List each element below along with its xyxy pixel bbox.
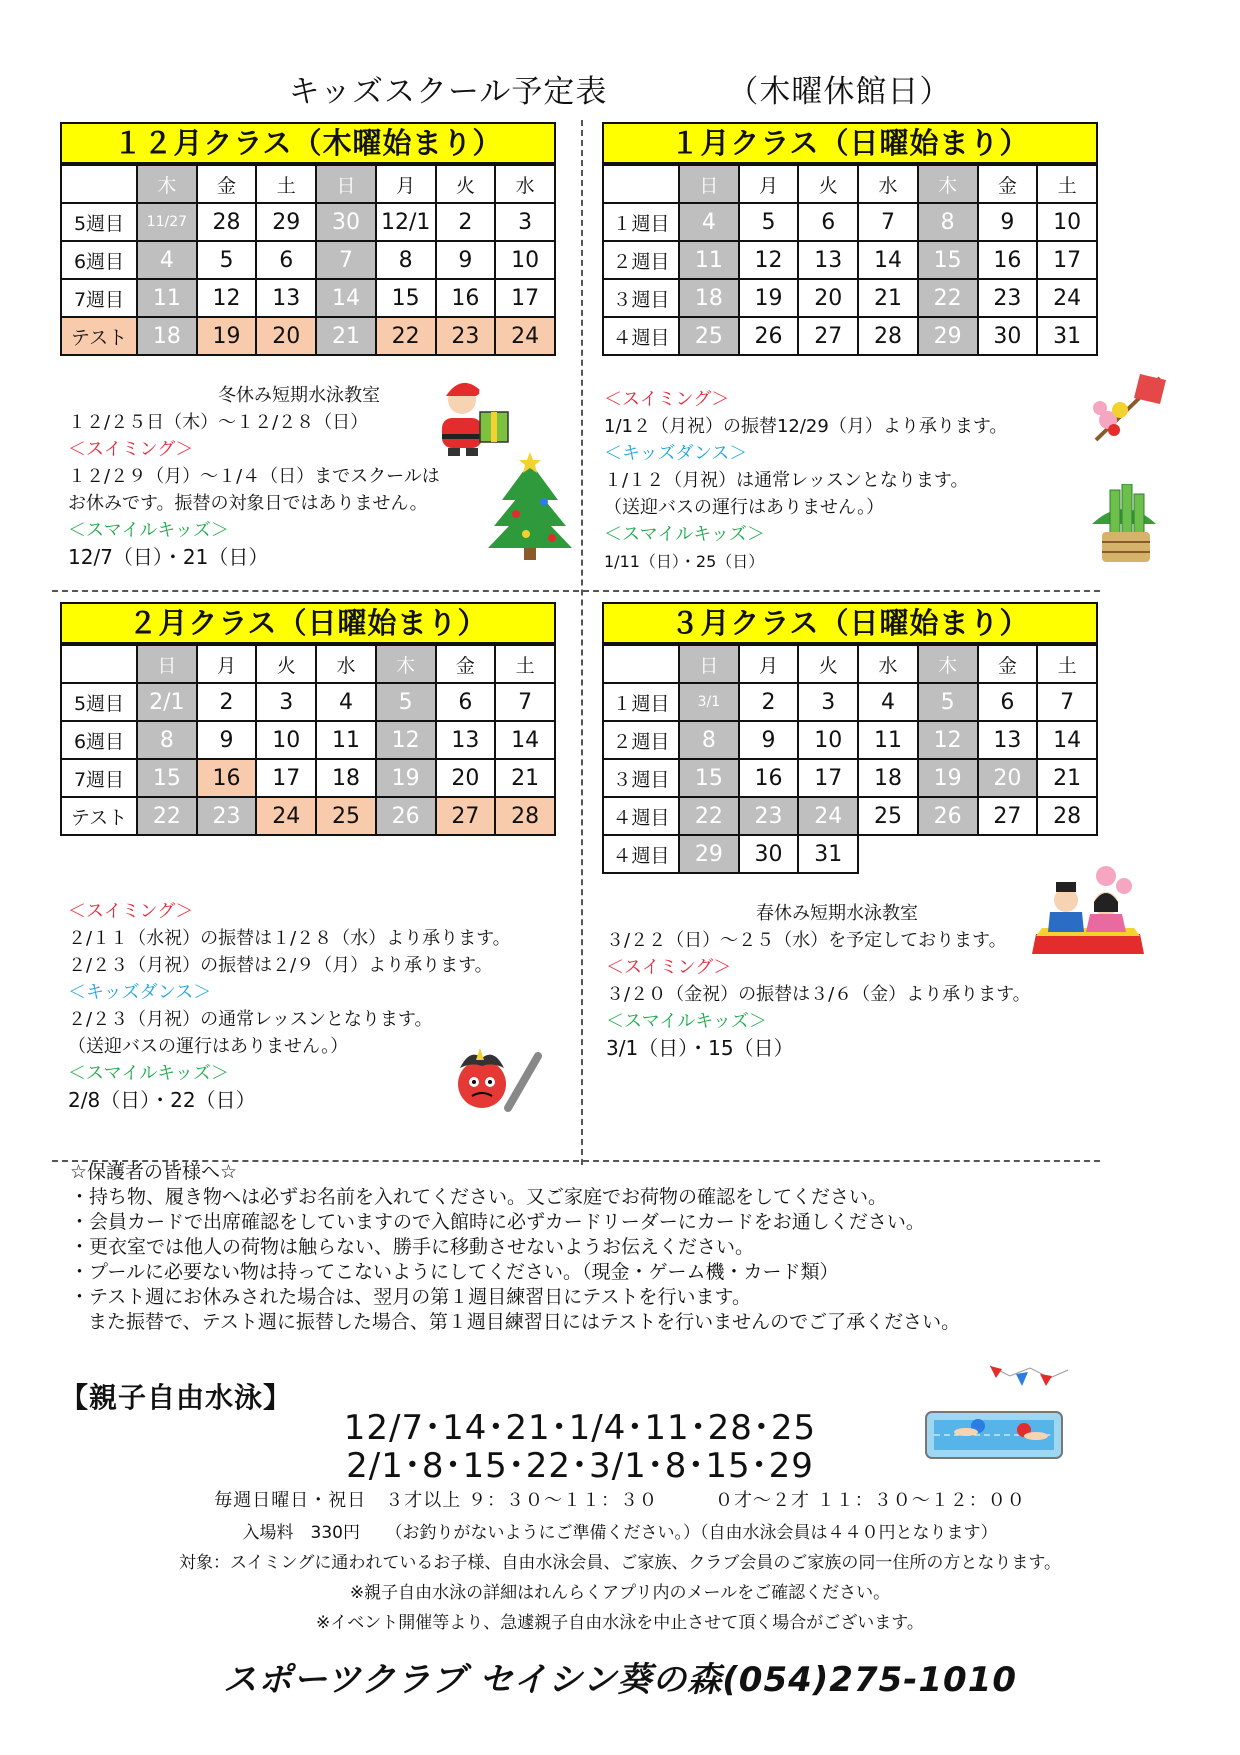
- notes-march: [606, 900, 1031, 1062]
- date-cell: 8: [376, 241, 436, 279]
- date-cell: 5: [376, 683, 436, 721]
- notice-line: また振替で、テスト週に振替した場合、第１週目練習日にはテストを行いませんのでご了承ください。: [88, 1311, 961, 1333]
- date-cell: 23: [739, 797, 799, 835]
- week-label: ４週目: [603, 797, 679, 835]
- day-header: 木: [137, 165, 197, 203]
- day-header: 金: [978, 165, 1038, 203]
- swimming-note-line: ３/２０（金祝）の振替は３/６（金）より承ります。: [606, 984, 1031, 1005]
- date-cell: 24: [495, 317, 555, 355]
- date-cell: 16: [436, 279, 496, 317]
- date-cell: 31: [798, 835, 858, 873]
- week-label: ２週目: [603, 721, 679, 759]
- date-cell: 2: [739, 683, 799, 721]
- date-cell: 29: [918, 317, 978, 355]
- date-cell: 4: [137, 241, 197, 279]
- day-header: 水: [858, 645, 918, 683]
- week-label: 7週目: [61, 279, 137, 317]
- free-swim-dates: 12/7･14･21･1/4･11･28･25: [343, 1408, 817, 1448]
- date-cell: 23: [197, 797, 257, 835]
- date-cell: 8: [918, 203, 978, 241]
- date-cell: 27: [436, 797, 496, 835]
- swimming-note-line: ２/１１（水祝）の振替は１/２８（水）より承ります。: [68, 928, 511, 949]
- day-header: 土: [256, 165, 316, 203]
- day-header: 水: [316, 645, 376, 683]
- kids-dance-note-line: ２/２３（月祝）の通常レッスンとなります。: [68, 1009, 433, 1030]
- calendar-march: [602, 602, 1098, 874]
- calendar-january: [602, 122, 1098, 356]
- day-header: 土: [1037, 645, 1097, 683]
- date-cell: 3/1: [679, 683, 739, 721]
- date-cell: 2/1: [137, 683, 197, 721]
- day-header: 水: [858, 165, 918, 203]
- date-cell: 6: [798, 203, 858, 241]
- date-cell: 7: [858, 203, 918, 241]
- kids-dance-heading: ＜キッズダンス＞: [68, 982, 212, 1003]
- swimming-note-line: ２/２３（月祝）の振替は２/９（月）より承ります。: [68, 955, 493, 976]
- week-label: １週目: [603, 203, 679, 241]
- week-label: テスト: [61, 317, 137, 355]
- calendar-grid: [602, 164, 1098, 356]
- kids-dance-note-line: １/１２（月祝）は通常レッスンとなります。: [604, 470, 969, 491]
- date-cell: 4: [858, 683, 918, 721]
- date-cell: 12: [197, 279, 257, 317]
- spring-course-title: 春休み短期水泳教室: [756, 903, 918, 924]
- week-label: ３週目: [603, 279, 679, 317]
- corner-cell: [603, 645, 679, 683]
- kids-dance-note-line: （送迎バスの運行はありません。）: [604, 497, 885, 518]
- horizontal-divider-middle: [52, 590, 1100, 592]
- free-swim-note: ※イベント開催等より、急遽親子自由水泳を中止させて頂く場合がございます。: [316, 1613, 924, 1633]
- day-header: 土: [495, 645, 555, 683]
- date-cell: 21: [316, 317, 376, 355]
- calendar-grid: [60, 164, 556, 356]
- day-header: 火: [436, 165, 496, 203]
- date-cell: 24: [798, 797, 858, 835]
- date-cell: 23: [436, 317, 496, 355]
- smile-kids-heading: ＜スマイルキッズ＞: [606, 1011, 767, 1032]
- day-header: 木: [918, 165, 978, 203]
- date-cell: 9: [436, 241, 496, 279]
- kadomatsu-icon: [1084, 484, 1164, 564]
- week-label: ４週目: [603, 835, 679, 873]
- christmas-tree-icon: [486, 452, 574, 560]
- date-cell: 9: [739, 721, 799, 759]
- date-cell: 6: [978, 683, 1038, 721]
- date-cell: 12: [376, 721, 436, 759]
- day-header: 月: [739, 645, 799, 683]
- calendar-grid: [60, 644, 556, 836]
- date-cell: 22: [679, 797, 739, 835]
- smile-kids-heading: ＜スマイルキッズ＞: [604, 524, 765, 545]
- week-label: 7週目: [61, 759, 137, 797]
- date-cell: 10: [1037, 203, 1097, 241]
- day-header: 日: [679, 645, 739, 683]
- smile-kids-dates: 2/8（日）・22（日）: [68, 1088, 256, 1112]
- day-header: 土: [1037, 165, 1097, 203]
- date-cell: 22: [376, 317, 436, 355]
- date-cell: 24: [1037, 279, 1097, 317]
- swimming-note-line: 1/1２（月祝）の振替12/29（月）より承ります。: [604, 416, 1008, 437]
- date-cell: 18: [679, 279, 739, 317]
- date-cell: 13: [798, 241, 858, 279]
- day-header: 火: [798, 645, 858, 683]
- date-cell: 20: [256, 317, 316, 355]
- empty-cell: [918, 835, 978, 873]
- notes-january: [604, 386, 1007, 575]
- date-cell: 17: [1037, 241, 1097, 279]
- week-label: 6週目: [61, 241, 137, 279]
- date-cell: 8: [137, 721, 197, 759]
- date-cell: 31: [1037, 317, 1097, 355]
- calendar-heading: １月クラス（日曜始まり）: [602, 122, 1098, 164]
- date-cell: 27: [978, 797, 1038, 835]
- calendar-february: [60, 602, 556, 836]
- calendar-december: [60, 122, 556, 356]
- empty-cell: [858, 835, 918, 873]
- week-label: １週目: [603, 683, 679, 721]
- smile-kids-dates: 12/7（日）・21（日）: [68, 545, 269, 569]
- date-cell: 11: [137, 279, 197, 317]
- title-main: キッズスクール予定表: [288, 74, 608, 110]
- date-cell: 22: [918, 279, 978, 317]
- smile-kids-dates: 3/1（日）・15（日）: [606, 1036, 794, 1060]
- date-cell: 12: [739, 241, 799, 279]
- day-header: 日: [316, 165, 376, 203]
- date-cell: 21: [1037, 759, 1097, 797]
- date-cell: 18: [858, 759, 918, 797]
- date-cell: 15: [376, 279, 436, 317]
- swimming-heading: ＜スイミング＞: [68, 901, 194, 922]
- date-cell: 14: [1037, 721, 1097, 759]
- date-cell: 12/1: [376, 203, 436, 241]
- free-swim-fee: 入場料 330円 （お釣りがないようにご準備ください。）（自由水泳会員は４４０円となります）: [242, 1523, 998, 1543]
- day-header: 火: [256, 645, 316, 683]
- date-cell: 26: [376, 797, 436, 835]
- date-cell: 11/27: [137, 203, 197, 241]
- date-cell: 3: [256, 683, 316, 721]
- notice-line: ・持ち物、履き物へは必ずお名前を入れてください。又ご家庭でお荷物の確認をしてください。: [70, 1186, 888, 1208]
- day-header: 木: [376, 645, 436, 683]
- date-cell: 29: [256, 203, 316, 241]
- date-cell: 16: [197, 759, 257, 797]
- date-cell: 9: [197, 721, 257, 759]
- date-cell: 28: [858, 317, 918, 355]
- date-cell: 14: [858, 241, 918, 279]
- date-cell: 21: [495, 759, 555, 797]
- date-cell: 17: [798, 759, 858, 797]
- date-cell: 17: [495, 279, 555, 317]
- corner-cell: [603, 165, 679, 203]
- date-cell: 30: [978, 317, 1038, 355]
- date-cell: 25: [858, 797, 918, 835]
- date-cell: 5: [197, 241, 257, 279]
- date-cell: 21: [858, 279, 918, 317]
- week-label: ３週目: [603, 759, 679, 797]
- date-cell: 13: [256, 279, 316, 317]
- day-header: 火: [798, 165, 858, 203]
- date-cell: 6: [256, 241, 316, 279]
- week-label: 6週目: [61, 721, 137, 759]
- notice-line: ・プールに必要ない物は持ってこないようにしてください。（現金・ゲーム機・カード類）: [70, 1261, 839, 1283]
- day-header: 日: [679, 165, 739, 203]
- date-cell: 15: [679, 759, 739, 797]
- date-cell: 28: [197, 203, 257, 241]
- date-cell: 26: [739, 317, 799, 355]
- week-label: 5週目: [61, 203, 137, 241]
- day-header: 日: [137, 645, 197, 683]
- free-swim-time: 毎週日曜日・祝日 ３才以上 ９：３０～１１：３０ ０才～２才 １１：３０～１２：００: [214, 1490, 1026, 1511]
- date-cell: 13: [978, 721, 1038, 759]
- date-cell: 19: [376, 759, 436, 797]
- date-cell: 20: [978, 759, 1038, 797]
- page-title: [0, 66, 1240, 111]
- date-cell: 18: [316, 759, 376, 797]
- week-label: ４週目: [603, 317, 679, 355]
- date-cell: 30: [739, 835, 799, 873]
- swimming-heading: ＜スイミング＞: [68, 439, 194, 460]
- smile-kids-heading: ＜スマイルキッズ＞: [68, 520, 229, 541]
- santa-icon: [428, 378, 512, 458]
- notes-december: [68, 382, 440, 571]
- date-cell: 2: [436, 203, 496, 241]
- oni-demon-icon: [452, 1046, 546, 1116]
- date-cell: 22: [137, 797, 197, 835]
- calendar-grid: [602, 644, 1098, 874]
- smile-kids-heading: ＜スマイルキッズ＞: [68, 1063, 229, 1084]
- date-cell: 28: [1037, 797, 1097, 835]
- date-cell: 5: [739, 203, 799, 241]
- date-cell: 5: [918, 683, 978, 721]
- winter-course-dates: １２/２５日（木）～１２/２８（日）: [68, 412, 369, 433]
- day-header: 金: [197, 165, 257, 203]
- date-cell: 18: [137, 317, 197, 355]
- date-cell: 7: [495, 683, 555, 721]
- swimming-heading: ＜スイミング＞: [604, 389, 730, 410]
- notice-heading: ☆保護者の皆様へ☆: [70, 1161, 238, 1183]
- date-cell: 3: [495, 203, 555, 241]
- date-cell: 14: [316, 279, 376, 317]
- date-cell: 10: [256, 721, 316, 759]
- day-header: 月: [739, 165, 799, 203]
- date-cell: 12: [918, 721, 978, 759]
- date-cell: 4: [679, 203, 739, 241]
- week-label: テスト: [61, 797, 137, 835]
- swimming-note-line: お休みです。振替の対象日ではありません。: [68, 493, 428, 514]
- spring-course-dates: ３/２２（日）～２５（水）を予定しております。: [606, 930, 1007, 951]
- date-cell: 8: [679, 721, 739, 759]
- day-header: 水: [495, 165, 555, 203]
- kids-dance-heading: ＜キッズダンス＞: [604, 443, 748, 464]
- date-cell: 7: [1037, 683, 1097, 721]
- calendar-heading: １２月クラス（木曜始まり）: [60, 122, 556, 164]
- date-cell: 16: [739, 759, 799, 797]
- date-cell: 10: [495, 241, 555, 279]
- date-cell: 17: [256, 759, 316, 797]
- notice-line: ・更衣室では他人の荷物は触らない、勝手に移動させないようお伝えください。: [70, 1236, 755, 1258]
- date-cell: 30: [316, 203, 376, 241]
- date-cell: 20: [436, 759, 496, 797]
- day-header: 月: [197, 645, 257, 683]
- calendar-heading: ３月クラス（日曜始まり）: [602, 602, 1098, 644]
- corner-cell: [61, 645, 137, 683]
- date-cell: 4: [316, 683, 376, 721]
- day-header: 木: [918, 645, 978, 683]
- free-swim-target: 対象：スイミングに通われているお子様、自由水泳会員、ご家族、クラブ会員のご家族の同一住所の方となります。: [179, 1553, 1061, 1573]
- date-cell: 14: [495, 721, 555, 759]
- free-swim-note: ※親子自由水泳の詳細はれんらくアプリ内のメールをご確認ください。: [349, 1583, 891, 1603]
- title-sub: （木曜休館日）: [727, 74, 952, 110]
- swimming-heading: ＜スイミング＞: [606, 957, 732, 978]
- swimming-note-line: １２/２９（月）～１/４（日）までスクールは: [68, 466, 440, 487]
- date-cell: 27: [798, 317, 858, 355]
- date-cell: 11: [858, 721, 918, 759]
- date-cell: 11: [316, 721, 376, 759]
- winter-course-title: 冬休み短期水泳教室: [218, 385, 380, 406]
- date-cell: 20: [798, 279, 858, 317]
- date-cell: 16: [978, 241, 1038, 279]
- date-cell: 25: [679, 317, 739, 355]
- date-cell: 24: [256, 797, 316, 835]
- notice-line: ・テスト週にお休みされた場合は、翌月の第１週目練習日にテストを行います。: [70, 1286, 751, 1308]
- day-header: 金: [436, 645, 496, 683]
- hina-dolls-icon: [1032, 862, 1144, 954]
- kids-dance-note-line: （送迎バスの運行はありません。）: [68, 1036, 349, 1057]
- date-cell: 23: [978, 279, 1038, 317]
- club-contact-footer: スポーツクラブ セイシン葵の森(054)275-1010: [222, 1660, 1018, 1700]
- smile-kids-dates: 1/11（日）・25（日）: [604, 552, 765, 571]
- date-cell: 19: [739, 279, 799, 317]
- corner-cell: [61, 165, 137, 203]
- date-cell: 11: [679, 241, 739, 279]
- date-cell: 6: [436, 683, 496, 721]
- date-cell: 19: [918, 759, 978, 797]
- date-cell: 25: [316, 797, 376, 835]
- date-cell: 28: [495, 797, 555, 835]
- week-label: ２週目: [603, 241, 679, 279]
- notice-line: ・会員カードで出席確認をしていますので入館時に必ずカードリーダーにカードをお通しください。: [70, 1211, 925, 1233]
- guardian-notice: [70, 1160, 960, 1335]
- notes-february: [68, 898, 511, 1114]
- date-cell: 15: [137, 759, 197, 797]
- date-cell: 19: [197, 317, 257, 355]
- new-year-decoration-icon: [1090, 370, 1172, 446]
- date-cell: 26: [918, 797, 978, 835]
- date-cell: 29: [679, 835, 739, 873]
- date-cell: 3: [798, 683, 858, 721]
- vertical-divider: [581, 120, 583, 1165]
- day-header: 金: [978, 645, 1038, 683]
- calendar-heading: ２月クラス（日曜始まり）: [60, 602, 556, 644]
- free-swim-dates: 2/1･8･15･22･3/1･8･15･29: [346, 1446, 814, 1486]
- date-cell: 15: [918, 241, 978, 279]
- empty-cell: [978, 835, 1038, 873]
- date-cell: 13: [436, 721, 496, 759]
- date-cell: 10: [798, 721, 858, 759]
- free-swim-title: 【親子自由水泳】: [60, 1381, 293, 1414]
- date-cell: 9: [978, 203, 1038, 241]
- date-cell: 2: [197, 683, 257, 721]
- date-cell: 7: [316, 241, 376, 279]
- week-label: 5週目: [61, 683, 137, 721]
- day-header: 月: [376, 165, 436, 203]
